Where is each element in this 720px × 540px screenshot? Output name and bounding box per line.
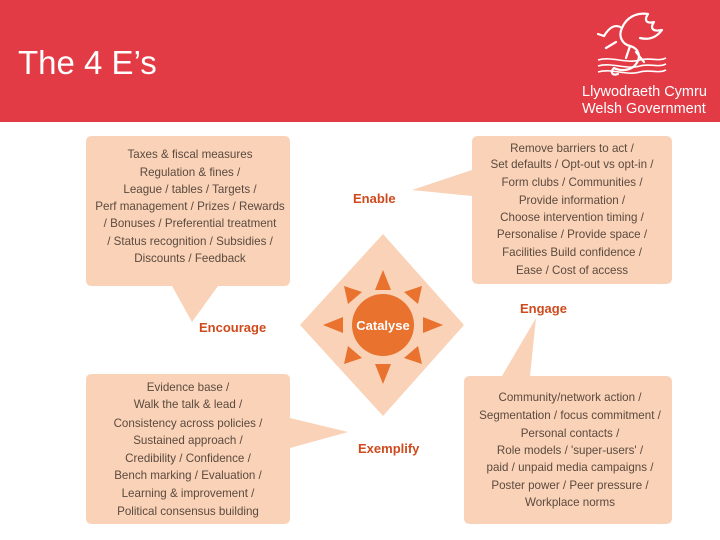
logo-line-welsh: Llywodraeth Cymru	[582, 84, 707, 100]
enable-item: Facilities Build confidence /	[502, 246, 642, 259]
encourage-item: Regulation & fines /	[139, 166, 241, 179]
enable-item: Ease / Cost of access	[515, 264, 629, 277]
encourage-item: Taxes & fiscal measures	[127, 148, 253, 161]
enable-item: Choose intervention timing /	[500, 211, 644, 224]
engage-label: Engage	[520, 301, 567, 316]
enable-item: Form clubs / Communities /	[501, 176, 643, 189]
encourage-item: Perf management / Prizes / Rewards	[95, 200, 285, 213]
encourage-label: Encourage	[199, 320, 267, 335]
enable-item: Set defaults / Opt-out vs opt-in /	[490, 158, 654, 171]
exemplify-item: Evidence base /	[146, 381, 230, 394]
exemplify-item: Political consensus building	[117, 505, 259, 518]
encourage-item: / Status recognition / Subsidies /	[107, 235, 273, 248]
exemplify-item: Sustained approach /	[133, 434, 243, 447]
enable-item: Provide information /	[518, 194, 626, 207]
slide-title: The 4 E’s	[18, 44, 157, 81]
encourage-item: Discounts / Feedback	[134, 252, 246, 265]
engage-item: Poster power / Peer pressure /	[491, 479, 649, 492]
exemplify-item: Learning & improvement /	[121, 487, 255, 500]
engage-item: paid / unpaid media campaigns /	[486, 461, 654, 474]
engage-item: Community/network action /	[498, 391, 642, 404]
enable-item: Personalise / Provide space /	[496, 228, 648, 241]
exemplify-item: Consistency across policies /	[113, 417, 263, 430]
encourage-item: League / tables / Targets /	[123, 183, 257, 196]
exemplify-item: Walk the talk & lead /	[133, 398, 243, 411]
logo-line-english: Welsh Government	[582, 101, 706, 117]
engage-item: Personal contacts /	[520, 427, 620, 440]
exemplify-item: Credibility / Confidence /	[125, 452, 251, 465]
exemplify-box	[86, 374, 348, 524]
exemplify-item: Bench marking / Evaluation /	[114, 469, 262, 482]
engage-item: Role models / 'super-users' /	[496, 444, 644, 457]
enable-item: Remove barriers to act /	[510, 142, 634, 155]
encourage-item: / Bonuses / Preferential treatment	[103, 217, 277, 230]
engage-item: Segmentation / focus commitment /	[479, 409, 661, 422]
enable-label: Enable	[353, 191, 396, 206]
exemplify-label: Exemplify	[358, 441, 420, 456]
catalyse-label: Catalyse	[356, 318, 410, 333]
engage-item: Workplace norms	[525, 496, 615, 509]
